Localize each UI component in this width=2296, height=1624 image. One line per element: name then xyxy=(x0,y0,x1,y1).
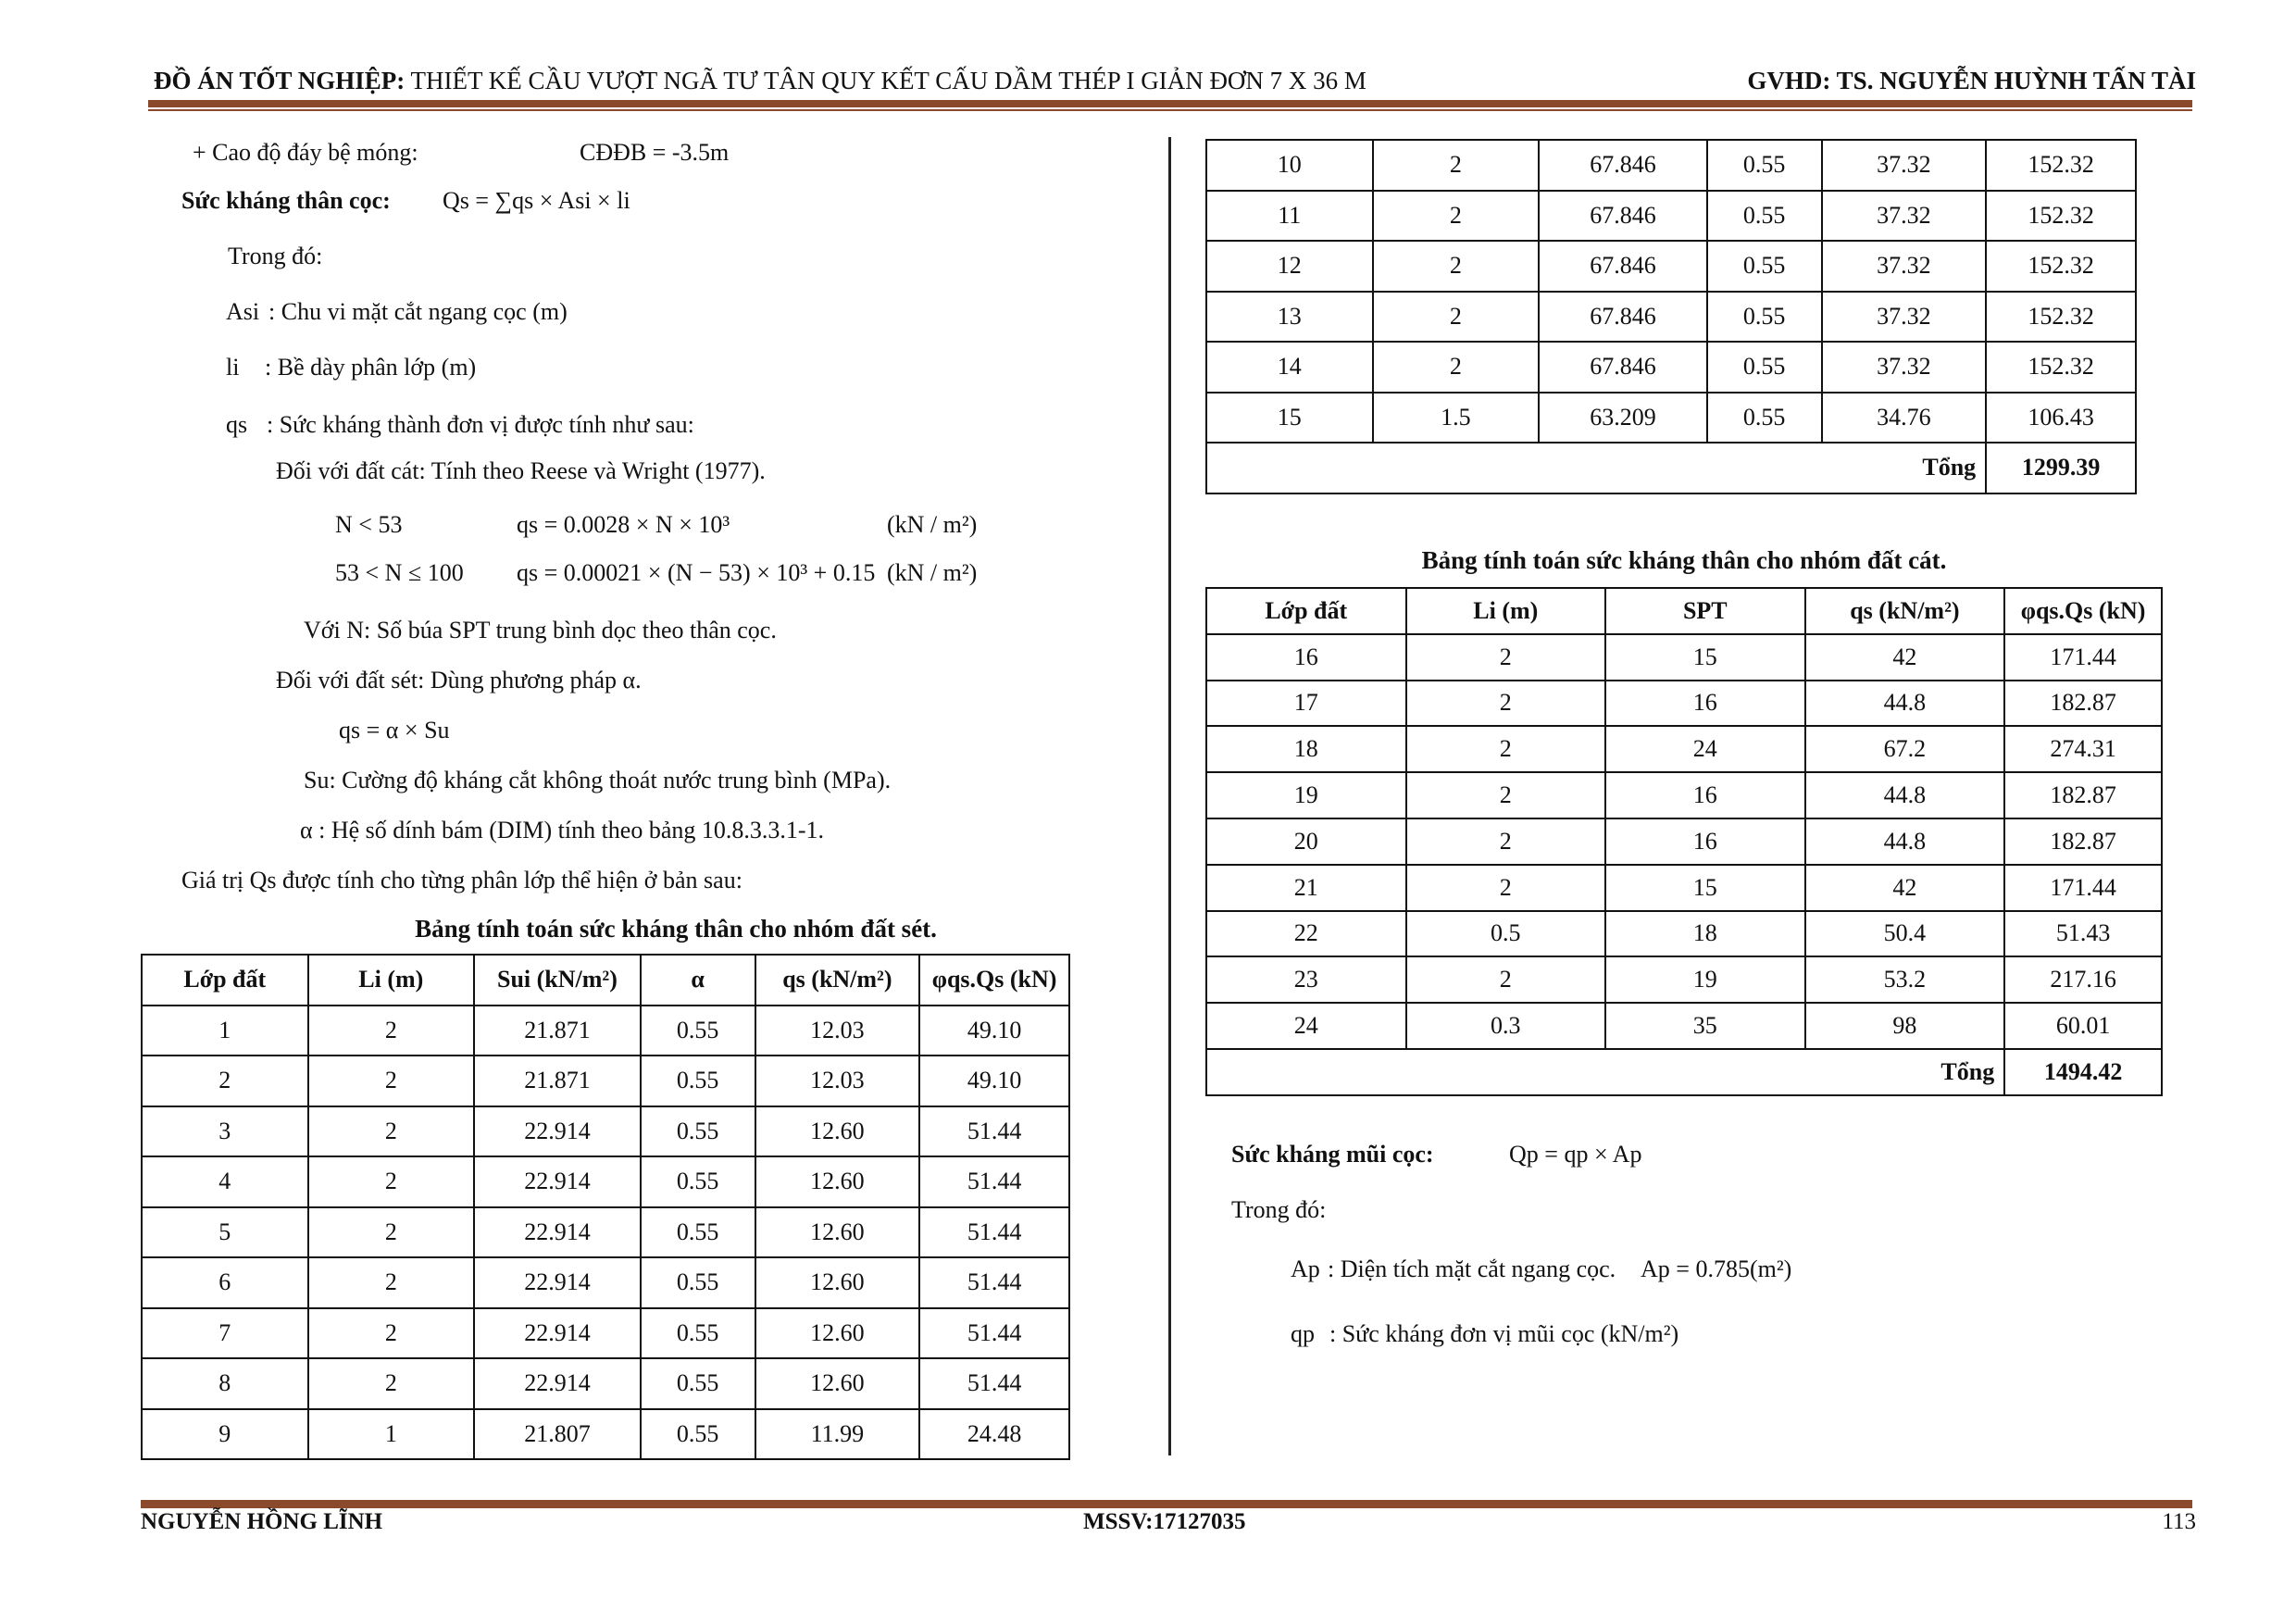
clay-table-cell: 51.44 xyxy=(919,1257,1069,1308)
clay-cont-cell: 0.55 xyxy=(1707,191,1822,242)
clay-cont-cell: 67.846 xyxy=(1539,342,1707,393)
clay-cont-cell: 67.846 xyxy=(1539,241,1707,292)
clay-cont-cell: 37.32 xyxy=(1822,140,1987,191)
clay-table-row xyxy=(142,1308,1069,1359)
sand-table-title: Bảng tính toán sức kháng thân cho nhóm đất cát. xyxy=(1421,546,1947,574)
sand-table-cell: 60.01 xyxy=(2004,1003,2162,1049)
clay-table-header xyxy=(142,955,1069,1006)
sand-table-cell: 98 xyxy=(1805,1003,2005,1049)
clay-table-row xyxy=(142,1056,1069,1106)
sand-table-row xyxy=(1206,772,2162,818)
sand-table-row xyxy=(1206,865,2162,911)
clay-table xyxy=(141,954,1070,1460)
clay-cont-cell: 13 xyxy=(1206,292,1373,343)
sand-table-cell: 16 xyxy=(1605,772,1805,818)
header-title xyxy=(154,67,1366,95)
asi-symbol: Asi xyxy=(226,298,260,325)
clay-cont-cell: 15 xyxy=(1206,393,1373,443)
sand-equation-1: qs = 0.0028 × N × 10³ xyxy=(517,511,730,538)
tip-resistance-formula: Qp = qp × Ap xyxy=(1509,1141,1642,1168)
clay-table-cell: 12.03 xyxy=(755,1006,920,1056)
clay-cont-cell: 2 xyxy=(1373,191,1540,242)
clay-table-cell: 12.03 xyxy=(755,1056,920,1106)
clay-table-continued xyxy=(1205,139,2137,494)
sand-table-cell: 23 xyxy=(1206,956,1406,1003)
qp-description: : Sức kháng đơn vị mũi cọc (kN/m²) xyxy=(1329,1320,1679,1347)
sand-table-cell: 19 xyxy=(1605,956,1805,1003)
sand-table-row xyxy=(1206,726,2162,772)
clay-table-cell: 12.60 xyxy=(755,1106,920,1157)
qs-symbol: qs xyxy=(226,411,248,438)
clay-header-qs: qs (kN/m²) xyxy=(755,955,920,1006)
sand-table-cell: 24 xyxy=(1605,726,1805,772)
clay-cont-cell: 0.55 xyxy=(1707,292,1822,343)
sand-table-cell: 21 xyxy=(1206,865,1406,911)
sand-header-layer: Lớp đất xyxy=(1206,588,1406,634)
clay-cont-cell: 0.55 xyxy=(1707,393,1822,443)
sand-table-cell: 2 xyxy=(1406,956,1606,1003)
clay-cont-cell: 0.55 xyxy=(1707,241,1822,292)
clay-table-cell: 12.60 xyxy=(755,1207,920,1258)
sand-table xyxy=(1205,587,2163,1096)
clay-table-row xyxy=(142,1358,1069,1409)
clay-cont-cell: 106.43 xyxy=(1986,393,2136,443)
clay-cont-cell: 152.32 xyxy=(1986,191,2136,242)
sand-equation-2: qs = 0.00021 × (N − 53) × 10³ + 0.15 xyxy=(517,559,876,586)
clay-table-cell: 49.10 xyxy=(919,1006,1069,1056)
sand-table-cell: 16 xyxy=(1206,634,1406,681)
sand-table-cell: 16 xyxy=(1605,818,1805,865)
asi-description: : Chu vi mặt cắt ngang cọc (m) xyxy=(268,298,568,325)
clay-cont-cell: 12 xyxy=(1206,241,1373,292)
clay-cont-cell: 37.32 xyxy=(1822,342,1987,393)
ap-description: : Diện tích mặt cắt ngang cọc. xyxy=(1328,1255,1616,1282)
sand-table-cell: 35 xyxy=(1605,1003,1805,1049)
sand-table-cell: 18 xyxy=(1206,726,1406,772)
sand-table-row xyxy=(1206,634,2162,681)
sand-table-cell: 44.8 xyxy=(1805,818,2005,865)
clay-cont-cell: 37.32 xyxy=(1822,241,1987,292)
clay-table-cell: 22.914 xyxy=(474,1257,641,1308)
clay-table-cell: 0.55 xyxy=(641,1358,755,1409)
sand-table-cell: 50.4 xyxy=(1805,911,2005,957)
clay-equation: qs = α × Su xyxy=(339,717,450,743)
sand-unit-1: (kN / m²) xyxy=(887,511,978,538)
clay-header-thickness: Li (m) xyxy=(308,955,475,1006)
clay-table-row xyxy=(142,1409,1069,1460)
sand-table-cell: 182.87 xyxy=(2004,818,2162,865)
sand-table-cell: 2 xyxy=(1406,726,1606,772)
clay-total-value: 1299.39 xyxy=(1986,443,2136,493)
footer-student-id: MSSV:17127035 xyxy=(1083,1509,1246,1534)
skin-resistance-formula: Qs = ∑qs × Asi × li xyxy=(443,187,630,214)
sand-table-cell: 0.3 xyxy=(1406,1003,1606,1049)
footer-page-number: 113 xyxy=(2162,1509,2196,1534)
clay-table-cell: 22.914 xyxy=(474,1156,641,1207)
sand-table-cell: 182.87 xyxy=(2004,772,2162,818)
clay-table-cell: 2 xyxy=(308,1056,475,1106)
clay-cont-cell: 152.32 xyxy=(1986,292,2136,343)
sand-table-cell: 2 xyxy=(1406,772,1606,818)
clay-cont-row xyxy=(1206,191,2136,242)
sand-table-cell: 24 xyxy=(1206,1003,1406,1049)
sand-table-cell: 67.2 xyxy=(1805,726,2005,772)
clay-table-cell: 22.914 xyxy=(474,1308,641,1359)
clay-table-cell: 51.44 xyxy=(919,1358,1069,1409)
skin-resistance-title: Sức kháng thân cọc: xyxy=(181,187,391,214)
sand-table-row xyxy=(1206,956,2162,1003)
clay-cont-cell: 152.32 xyxy=(1986,241,2136,292)
sand-table-cell: 15 xyxy=(1605,634,1805,681)
clay-table-cell: 21.871 xyxy=(474,1006,641,1056)
clay-table-cell: 0.55 xyxy=(641,1308,755,1359)
clay-cont-row xyxy=(1206,292,2136,343)
clay-table-cell: 0.55 xyxy=(641,1106,755,1157)
clay-table-cell: 9 xyxy=(142,1409,308,1460)
clay-cont-cell: 67.846 xyxy=(1539,292,1707,343)
su-description: Su: Cường độ kháng cắt không thoát nước trung bình (MPa). xyxy=(304,767,892,793)
clay-table-cell: 2 xyxy=(308,1207,475,1258)
footer-rule xyxy=(141,1500,2192,1508)
sand-table-cell: 15 xyxy=(1605,865,1805,911)
sand-header-thickness: Li (m) xyxy=(1406,588,1606,634)
sand-table-cell: 2 xyxy=(1406,865,1606,911)
clay-table-cell: 1 xyxy=(308,1409,475,1460)
header-project-label: ĐỒ ÁN TỐT NGHIỆP: xyxy=(154,67,406,94)
clay-table-cell: 21.871 xyxy=(474,1056,641,1106)
clay-table-cell: 12.60 xyxy=(755,1358,920,1409)
clay-table-cell: 12.60 xyxy=(755,1308,920,1359)
header-rule-thin xyxy=(148,109,2192,111)
clay-table-cell: 0.55 xyxy=(641,1156,755,1207)
clay-table-cell: 49.10 xyxy=(919,1056,1069,1106)
sand-table-cell: 53.2 xyxy=(1805,956,2005,1003)
clay-table-cell: 8 xyxy=(142,1358,308,1409)
clay-table-cell: 51.44 xyxy=(919,1308,1069,1359)
sand-table-cell: 42 xyxy=(1805,634,2005,681)
clay-table-cell: 0.55 xyxy=(641,1006,755,1056)
clay-table-cell: 51.44 xyxy=(919,1207,1069,1258)
clay-table-cell: 22.914 xyxy=(474,1106,641,1157)
sand-table-cell: 2 xyxy=(1406,634,1606,681)
sand-table-row xyxy=(1206,681,2162,727)
clay-cont-cell: 37.32 xyxy=(1822,292,1987,343)
sand-total-value: 1494.42 xyxy=(2004,1049,2162,1095)
clay-table-title: Bảng tính toán sức kháng thân cho nhóm đất sét. xyxy=(415,915,937,943)
clay-cont-cell: 152.32 xyxy=(1986,342,2136,393)
sand-table-cell: 182.87 xyxy=(2004,681,2162,727)
ap-symbol: Ap xyxy=(1291,1255,1320,1282)
clay-table-cell: 2 xyxy=(308,1308,475,1359)
header-rule xyxy=(148,100,2192,107)
clay-table-row xyxy=(142,1156,1069,1207)
header-advisor: GVHD: TS. NGUYỄN HUỲNH TẤN TÀI xyxy=(1747,67,2196,94)
clay-table-cell: 24.48 xyxy=(919,1409,1069,1460)
sand-table-cell: 44.8 xyxy=(1805,772,2005,818)
footer-author: NGUYỄN HỒNG LĨNH xyxy=(141,1509,383,1534)
sand-table-row xyxy=(1206,1003,2162,1049)
sand-table-cell: 51.43 xyxy=(2004,911,2162,957)
clay-table-cell: 0.55 xyxy=(641,1257,755,1308)
clay-cont-row xyxy=(1206,241,2136,292)
clay-table-cell: 2 xyxy=(142,1056,308,1106)
clay-cont-cell: 34.76 xyxy=(1822,393,1987,443)
qs-description: : Sức kháng thành đơn vị được tính như sau: xyxy=(267,411,694,438)
where-label: Trong đó: xyxy=(228,243,323,269)
clay-total-label: Tổng xyxy=(1206,443,1986,493)
sand-table-cell: 42 xyxy=(1805,865,2005,911)
clay-cont-cell: 63.209 xyxy=(1539,393,1707,443)
clay-table-row xyxy=(142,1006,1069,1056)
sand-table-header xyxy=(1206,588,2162,634)
clay-total-row xyxy=(1206,443,2136,493)
clay-cont-cell: 67.846 xyxy=(1539,191,1707,242)
clay-cont-row xyxy=(1206,393,2136,443)
clay-cont-cell: 37.32 xyxy=(1822,191,1987,242)
clay-table-cell: 11.99 xyxy=(755,1409,920,1460)
sand-table-cell: 2 xyxy=(1406,818,1606,865)
sand-table-cell: 19 xyxy=(1206,772,1406,818)
sand-table-row xyxy=(1206,818,2162,865)
sand-header-qs: qs (kN/m²) xyxy=(1805,588,2005,634)
clay-table-cell: 2 xyxy=(308,1358,475,1409)
sand-table-cell: 171.44 xyxy=(2004,634,2162,681)
clay-table-cell: 22.914 xyxy=(474,1358,641,1409)
clay-table-cell: 2 xyxy=(308,1156,475,1207)
sand-condition-2: 53 < N ≤ 100 xyxy=(335,559,464,586)
clay-table-row xyxy=(142,1207,1069,1258)
clay-table-cell: 51.44 xyxy=(919,1106,1069,1157)
clay-cont-cell: 0.55 xyxy=(1707,342,1822,393)
sand-method-intro: Đối với đất cát: Tính theo Reese và Wright (1977). xyxy=(276,457,766,484)
header-project-name: THIẾT KẾ CẦU VƯỢT NGÃ TƯ TÂN QUY KẾT CẤU DẦM THÉP I GIẢN ĐƠN 7 X 36 M xyxy=(405,67,1366,94)
clay-table-cell: 5 xyxy=(142,1207,308,1258)
clay-table-row xyxy=(142,1257,1069,1308)
clay-table-cell: 21.807 xyxy=(474,1409,641,1460)
sand-condition-1: N < 53 xyxy=(335,511,403,538)
clay-table-cell: 4 xyxy=(142,1156,308,1207)
clay-table-cell: 1 xyxy=(142,1006,308,1056)
sand-header-resistance: φqs.Qs (kN) xyxy=(2004,588,2162,634)
sand-table-cell: 18 xyxy=(1605,911,1805,957)
clay-table-cell: 22.914 xyxy=(474,1207,641,1258)
clay-table-cell: 2 xyxy=(308,1257,475,1308)
tip-where-label: Trong đó: xyxy=(1231,1196,1327,1223)
clay-table-cell: 2 xyxy=(308,1006,475,1056)
clay-cont-cell: 2 xyxy=(1373,292,1540,343)
clay-cont-cell: 2 xyxy=(1373,140,1540,191)
clay-cont-cell: 2 xyxy=(1373,241,1540,292)
sand-table-cell: 16 xyxy=(1605,681,1805,727)
sand-total-row xyxy=(1206,1049,2162,1095)
clay-method-intro: Đối với đất sét: Dùng phương pháp α. xyxy=(276,667,642,693)
tip-resistance-title: Sức kháng mũi cọc: xyxy=(1231,1141,1434,1168)
sand-table-cell: 217.16 xyxy=(2004,956,2162,1003)
clay-table-cell: 12.60 xyxy=(755,1257,920,1308)
sand-table-cell: 274.31 xyxy=(2004,726,2162,772)
sand-table-cell: 0.5 xyxy=(1406,911,1606,957)
clay-header-layer: Lớp đất xyxy=(142,955,308,1006)
clay-cont-cell: 152.32 xyxy=(1986,140,2136,191)
spt-description: Với N: Số búa SPT trung bình dọc theo thân cọc. xyxy=(304,617,777,643)
qs-values-note: Giá trị Qs được tính cho từng phân lớp thể hiện ở bản sau: xyxy=(181,867,742,893)
clay-table-cell: 3 xyxy=(142,1106,308,1157)
sand-table-cell: 44.8 xyxy=(1805,681,2005,727)
clay-cont-cell: 2 xyxy=(1373,342,1540,393)
clay-cont-cell: 10 xyxy=(1206,140,1373,191)
foundation-depth-label: + Cao độ đáy bệ móng: xyxy=(193,139,418,166)
clay-cont-row xyxy=(1206,140,2136,191)
clay-table-cell: 6 xyxy=(142,1257,308,1308)
sand-unit-2: (kN / m²) xyxy=(887,559,978,586)
sand-table-cell: 171.44 xyxy=(2004,865,2162,911)
sand-table-cell: 20 xyxy=(1206,818,1406,865)
sand-table-cell: 22 xyxy=(1206,911,1406,957)
column-divider xyxy=(1168,137,1171,1455)
ap-equation: Ap = 0.785(m²) xyxy=(1641,1255,1792,1282)
clay-cont-cell: 14 xyxy=(1206,342,1373,393)
sand-table-cell: 2 xyxy=(1406,681,1606,727)
clay-cont-cell: 0.55 xyxy=(1707,140,1822,191)
clay-cont-cell: 1.5 xyxy=(1373,393,1540,443)
clay-header-su: Sui (kN/m²) xyxy=(474,955,641,1006)
clay-table-cell: 2 xyxy=(308,1106,475,1157)
foundation-depth-value: CĐĐB = -3.5m xyxy=(580,139,730,166)
clay-table-cell: 51.44 xyxy=(919,1156,1069,1207)
clay-cont-cell: 67.846 xyxy=(1539,140,1707,191)
clay-table-cell: 12.60 xyxy=(755,1156,920,1207)
clay-table-cell: 0.55 xyxy=(641,1056,755,1106)
sand-total-label: Tổng xyxy=(1206,1049,2004,1095)
li-description: : Bề dày phân lớp (m) xyxy=(265,354,477,381)
clay-cont-cell: 11 xyxy=(1206,191,1373,242)
clay-header-alpha: α xyxy=(641,955,755,1006)
clay-table-row xyxy=(142,1106,1069,1157)
alpha-description: α : Hệ số dính bám (DIM) tính theo bảng 10.8.3.3.1-1. xyxy=(300,817,825,843)
clay-table-cell: 7 xyxy=(142,1308,308,1359)
sand-table-row xyxy=(1206,911,2162,957)
qp-symbol: qp xyxy=(1291,1320,1315,1347)
sand-header-spt: SPT xyxy=(1605,588,1805,634)
clay-cont-row xyxy=(1206,342,2136,393)
clay-table-cell: 0.55 xyxy=(641,1409,755,1460)
clay-header-resistance: φqs.Qs (kN) xyxy=(919,955,1069,1006)
sand-table-cell: 17 xyxy=(1206,681,1406,727)
clay-table-cell: 0.55 xyxy=(641,1207,755,1258)
li-symbol: li xyxy=(226,354,240,381)
